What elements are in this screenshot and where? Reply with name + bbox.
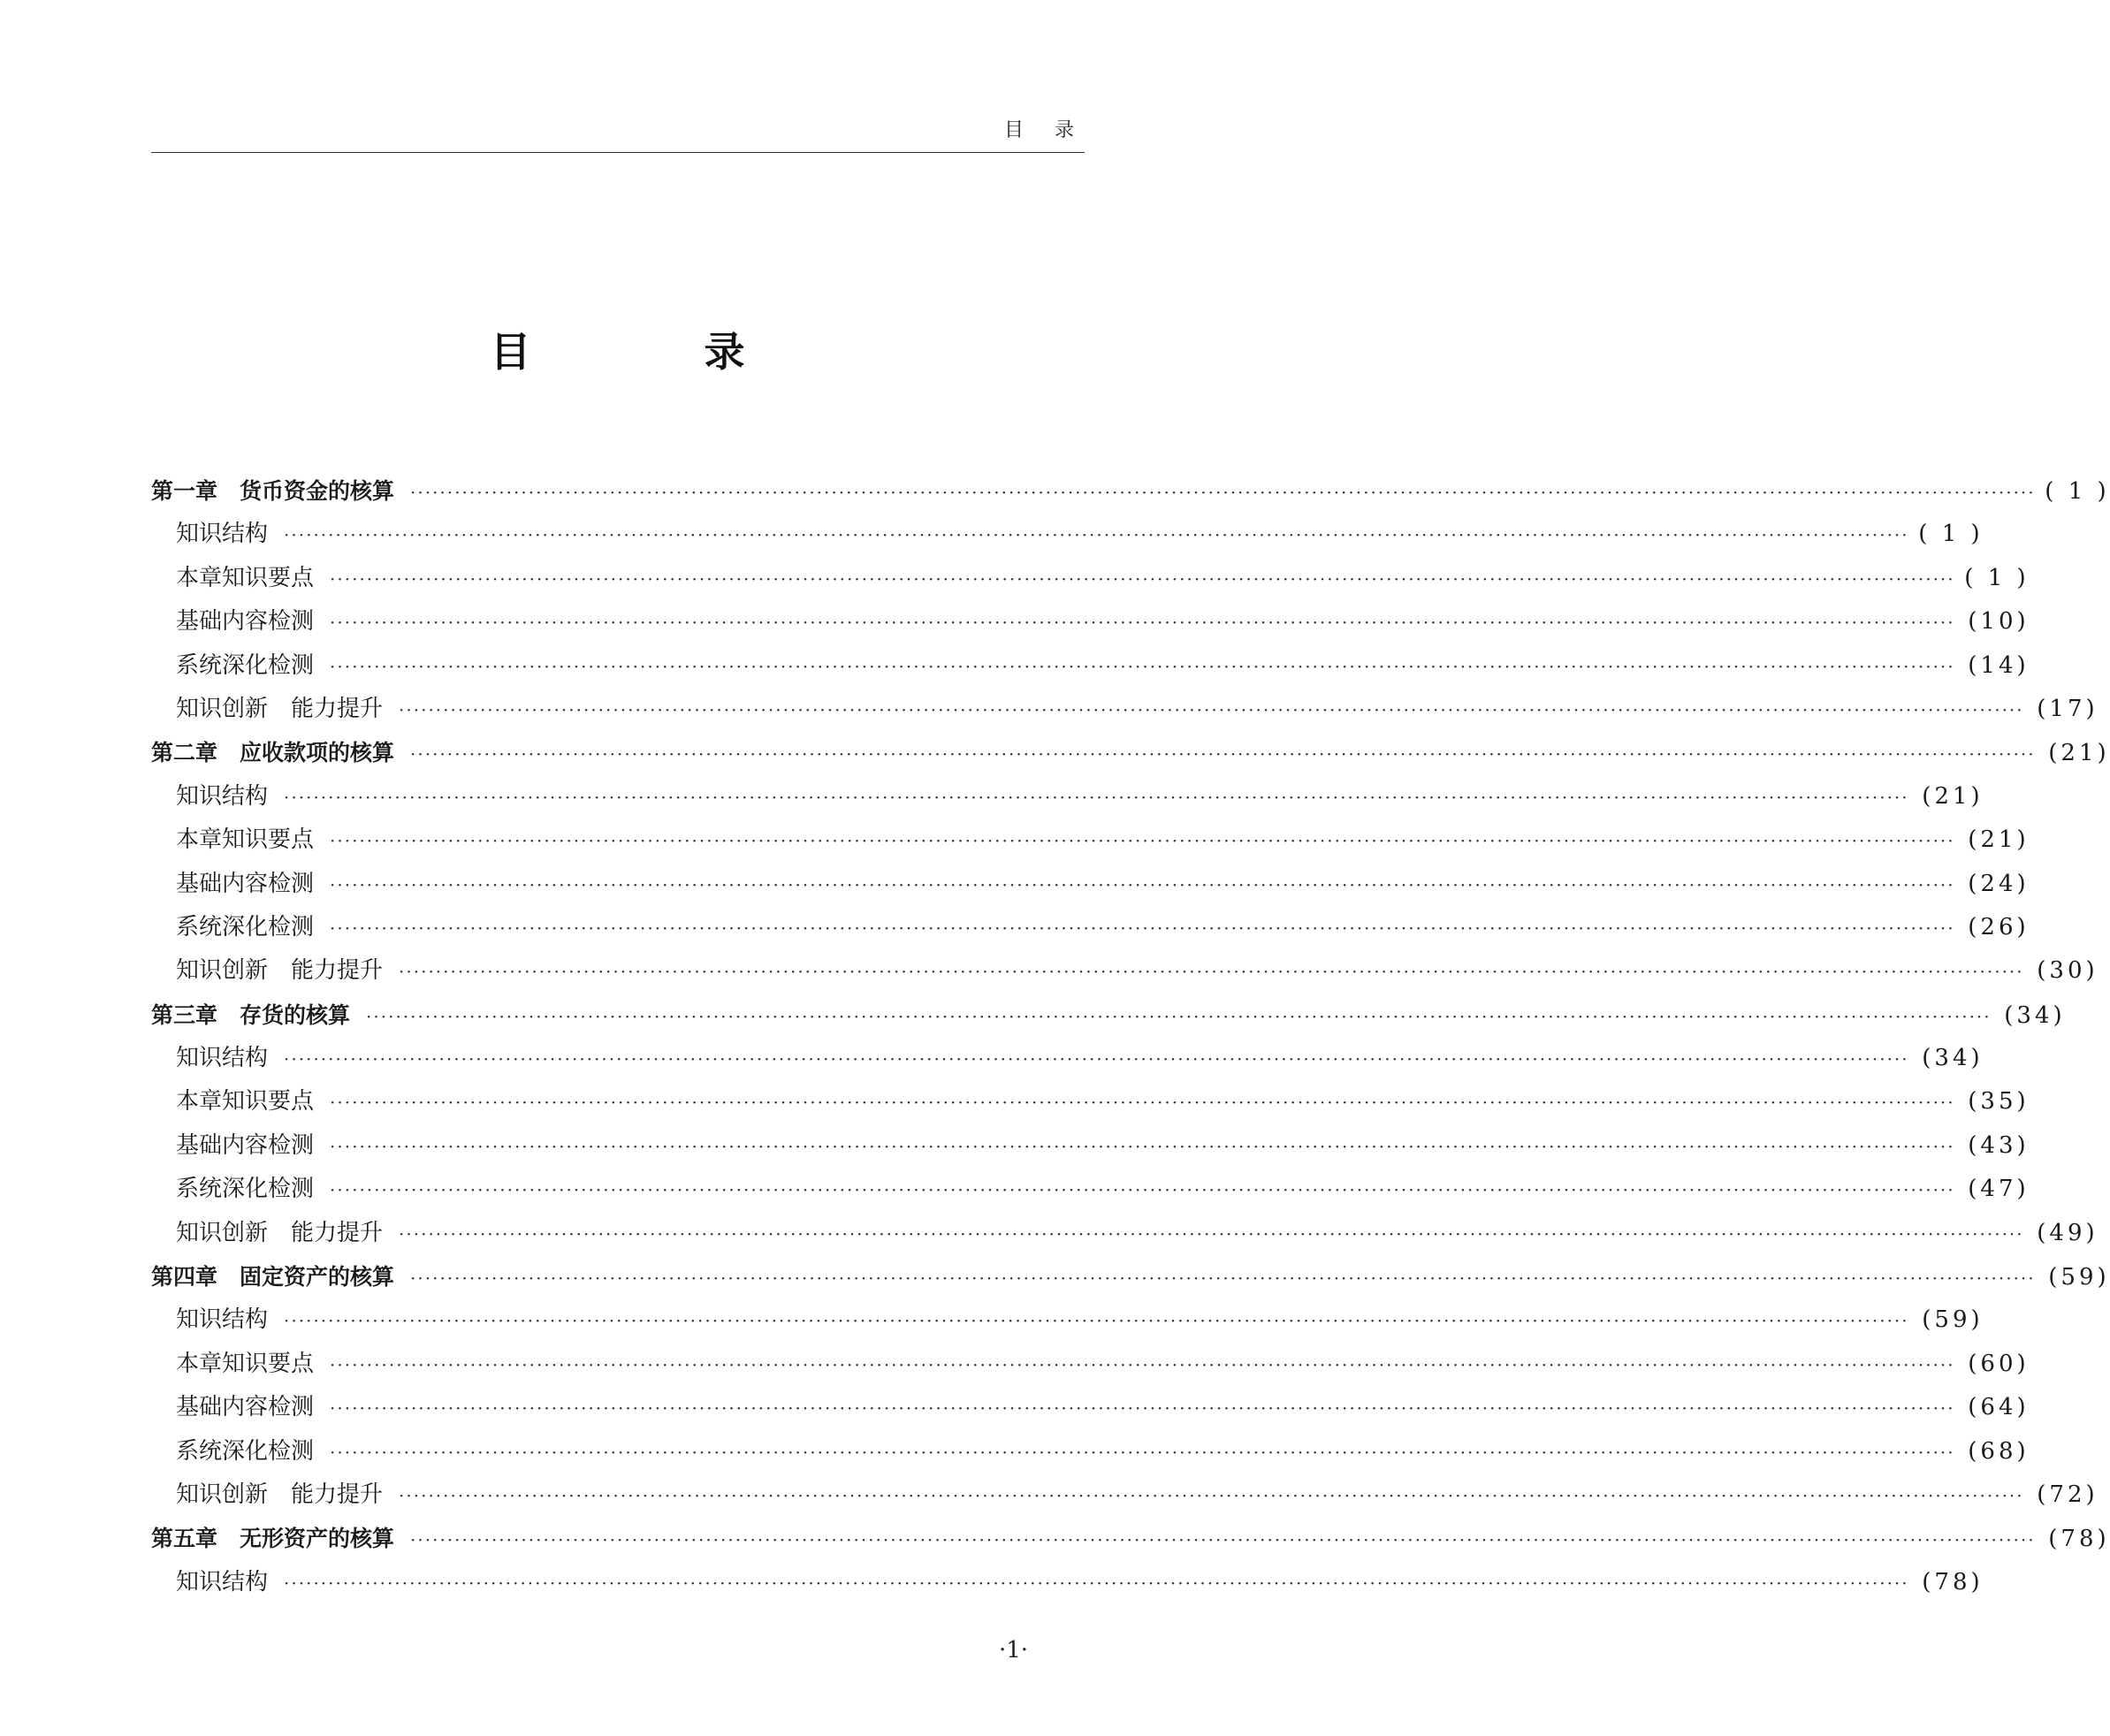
page-number-value: 10 bbox=[1980, 608, 2017, 636]
page-number-value: 34 bbox=[2016, 1001, 2053, 1029]
toc-entry-page bbox=[1962, 1386, 2030, 1429]
toc-entry-page bbox=[2031, 1473, 2099, 1517]
toc-entry-page bbox=[1916, 1561, 1984, 1604]
toc-entry-page bbox=[1962, 906, 2030, 949]
toc-entry-title: 第五章 无形资产的核算 bbox=[151, 1526, 395, 1552]
page-paren-close: ) bbox=[2016, 651, 2030, 679]
page-number-value: 17 bbox=[2049, 695, 2086, 722]
toc-section-entry[interactable] bbox=[151, 688, 2099, 731]
page-paren-open: ( bbox=[2045, 478, 2068, 505]
toc-entry-title: 系统深化检测 bbox=[176, 1437, 315, 1465]
page-number-value: 35 bbox=[1980, 1088, 2017, 1115]
dot-leader: ···························································································································································································································· bbox=[284, 1572, 1909, 1594]
page-paren-open: ( bbox=[2048, 1264, 2061, 1291]
toc-entry-page bbox=[2031, 949, 2099, 993]
dot-leader: ···························································································································································································································· bbox=[330, 1441, 1955, 1463]
page-paren-open: ( bbox=[2048, 1526, 2061, 1553]
toc-entry-page bbox=[1962, 644, 2030, 688]
page-number-value: 21 bbox=[1980, 826, 2017, 854]
toc-entry-title: 基础内容检测 bbox=[176, 1131, 315, 1159]
toc-entry-title: 基础内容检测 bbox=[176, 1394, 315, 1421]
page-paren-close: ) bbox=[1970, 1306, 1984, 1334]
toc-section-entry[interactable] bbox=[151, 1037, 1984, 1080]
dot-leader: ···························································································································································································································· bbox=[410, 1268, 2036, 1290]
toc-entry-title: 本章知识要点 bbox=[176, 1350, 315, 1377]
dot-leader: ···························································································································································································································· bbox=[330, 1135, 1955, 1157]
dot-leader: ···························································································································································································································· bbox=[330, 567, 1955, 590]
dot-leader: ···························································································································································································································· bbox=[284, 524, 1909, 546]
toc-entry-title: 本章知识要点 bbox=[176, 1088, 315, 1115]
toc-entry-page bbox=[2043, 470, 2110, 514]
dot-leader: ···························································································································································································································· bbox=[410, 1529, 2036, 1551]
toc-entry-page bbox=[1962, 1168, 2030, 1211]
toc-entry-title: 知识结构 bbox=[176, 1568, 269, 1595]
dot-leader: ···························································································································································································································· bbox=[330, 1353, 1955, 1375]
page-paren-open: ( bbox=[2048, 740, 2061, 767]
toc-entry-page bbox=[1962, 1343, 2030, 1386]
toc-section-entry[interactable] bbox=[151, 1124, 2030, 1168]
toc-section-entry[interactable] bbox=[151, 863, 2030, 906]
dot-leader: ···························································································································································································································· bbox=[330, 612, 1955, 634]
toc-entry-page bbox=[1999, 994, 2066, 1038]
toc-section-entry[interactable] bbox=[151, 1473, 2099, 1517]
toc-section-entry[interactable] bbox=[151, 600, 2030, 643]
page-paren-close: ) bbox=[1960, 521, 1984, 548]
page-number-value: 59 bbox=[2060, 1264, 2098, 1291]
toc-entry-title: 系统深化检测 bbox=[176, 651, 315, 679]
dot-leader: ···························································································································································································································· bbox=[330, 830, 1955, 852]
toc-entry-title: 第三章 存货的核算 bbox=[151, 1001, 351, 1028]
toc-entry-title: 基础内容检测 bbox=[176, 870, 315, 897]
toc-entry-title: 本章知识要点 bbox=[176, 564, 315, 591]
toc-section-entry[interactable] bbox=[151, 644, 2030, 688]
page-paren-close: ) bbox=[1970, 1568, 1984, 1595]
toc-entry-page bbox=[1962, 1080, 2030, 1123]
page-paren-open: ( bbox=[1964, 564, 1988, 591]
toc-entry-title: 知识创新 能力提升 bbox=[176, 957, 384, 985]
page-number-value: 59 bbox=[1934, 1306, 1971, 1334]
toc-entry-title: 系统深化检测 bbox=[176, 913, 315, 940]
page-number-value: 24 bbox=[1980, 870, 2017, 897]
toc-section-entry[interactable] bbox=[151, 1168, 2030, 1211]
toc-entry-page bbox=[2043, 732, 2110, 775]
page-paren-close: ) bbox=[2006, 564, 2030, 591]
toc-chapter-entry[interactable] bbox=[151, 1255, 2110, 1298]
toc-section-entry[interactable] bbox=[151, 1561, 1984, 1604]
dot-leader: ···························································································································································································································· bbox=[366, 1005, 1992, 1027]
page-number-value: 72 bbox=[2049, 1481, 2086, 1508]
page-paren-open: ( bbox=[1968, 1394, 1981, 1421]
page-number-value: 30 bbox=[2049, 957, 2086, 985]
toc-entry-title: 第四章 固定资产的核算 bbox=[151, 1264, 395, 1291]
toc-section-entry[interactable] bbox=[151, 819, 2030, 862]
page-paren-open: ( bbox=[1968, 1088, 1981, 1115]
page-number-value: 21 bbox=[1934, 782, 1971, 810]
page-paren-close: ) bbox=[2085, 1219, 2099, 1246]
toc-entry-title: 知识结构 bbox=[176, 521, 269, 548]
page-paren-open: ( bbox=[1968, 1176, 1981, 1203]
page-paren-open: ( bbox=[1968, 913, 1981, 940]
page-number-value: 78 bbox=[1934, 1568, 1971, 1595]
dot-leader: ···························································································································································································································· bbox=[330, 873, 1955, 895]
toc-entry-page bbox=[2031, 1212, 2099, 1255]
toc-entry-page bbox=[1962, 557, 2030, 600]
dot-leader: ···························································································································································································································· bbox=[330, 655, 1955, 677]
page-paren-open: ( bbox=[2037, 1481, 2050, 1508]
page-paren-close: ) bbox=[2016, 1350, 2030, 1377]
page-paren-close: ) bbox=[2016, 1131, 2030, 1159]
toc-entry-page bbox=[1962, 1124, 2030, 1168]
toc-section-entry[interactable] bbox=[151, 949, 2099, 993]
page-number-value: 1 bbox=[1941, 521, 1961, 548]
page-paren-open: ( bbox=[2004, 1001, 2017, 1029]
page-paren-close: ) bbox=[2097, 740, 2110, 767]
toc-entry-title: 第一章 货币资金的核算 bbox=[151, 478, 395, 504]
toc-section-entry[interactable] bbox=[151, 1343, 2030, 1386]
toc-entry-page bbox=[2043, 1518, 2110, 1561]
page-paren-open: ( bbox=[1968, 1131, 1981, 1159]
page-number-value: 34 bbox=[1934, 1045, 1971, 1072]
dot-leader: ···························································································································································································································· bbox=[284, 1310, 1909, 1332]
toc-entry-title: 知识创新 能力提升 bbox=[176, 695, 384, 722]
page-paren-open: ( bbox=[1968, 651, 1981, 679]
toc-chapter-entry[interactable] bbox=[151, 731, 2110, 774]
page-number-value: 49 bbox=[2049, 1219, 2086, 1246]
toc-entry-title: 第二章 应收款项的核算 bbox=[151, 740, 395, 766]
page-number-value: 47 bbox=[1980, 1176, 2017, 1203]
page-paren-open: ( bbox=[1968, 870, 1981, 897]
page-number-value: 60 bbox=[1980, 1350, 2017, 1377]
page-paren-open: ( bbox=[2037, 695, 2050, 722]
page-paren-open: ( bbox=[1922, 1568, 1935, 1595]
page-paren-open: ( bbox=[2037, 957, 2050, 985]
dot-leader: ···························································································································································································································· bbox=[330, 1092, 1955, 1114]
toc-section-entry[interactable] bbox=[151, 1298, 1984, 1342]
page-paren-close: ) bbox=[2016, 1394, 2030, 1421]
page-paren-open: ( bbox=[1922, 1306, 1935, 1334]
toc-entry-page bbox=[1916, 1037, 1984, 1080]
page-paren-close: ) bbox=[2016, 1088, 2030, 1115]
page-paren-close: ) bbox=[2097, 1526, 2110, 1553]
page-number-value: 1 bbox=[2068, 478, 2087, 505]
dot-leader: ···························································································································································································································· bbox=[410, 482, 2036, 503]
dot-leader: ···························································································································································································································· bbox=[410, 743, 2036, 765]
toc-entry-title: 系统深化检测 bbox=[176, 1176, 315, 1203]
page-paren-open: ( bbox=[1922, 782, 1935, 810]
toc-section-entry[interactable] bbox=[151, 1080, 2030, 1123]
toc-section-entry[interactable] bbox=[151, 557, 2030, 600]
table-of-contents bbox=[151, 469, 2110, 1604]
dot-leader: ···························································································································································································································· bbox=[284, 786, 1909, 808]
running-head: 目 录 bbox=[1004, 119, 1086, 141]
toc-section-entry[interactable] bbox=[151, 1212, 2099, 1255]
toc-entry-page bbox=[2043, 1256, 2110, 1299]
page-number-value: 64 bbox=[1980, 1394, 2017, 1421]
page-number-value: 1 bbox=[1987, 564, 2007, 591]
toc-chapter-entry[interactable] bbox=[151, 1517, 2110, 1560]
toc-entry-page bbox=[1962, 600, 2030, 643]
page-paren-close: ) bbox=[2053, 1001, 2066, 1029]
page-paren-open: ( bbox=[1968, 608, 1981, 636]
header-rule bbox=[151, 152, 1085, 153]
page-paren-close: ) bbox=[2086, 478, 2110, 505]
toc-entry-page bbox=[1962, 863, 2030, 906]
toc-entry-page bbox=[2031, 688, 2099, 731]
toc-entry-title: 知识结构 bbox=[176, 1045, 269, 1072]
dot-leader: ···························································································································································································································· bbox=[330, 1179, 1955, 1201]
page-paren-close: ) bbox=[2016, 870, 2030, 897]
dot-leader: ···························································································································································································································· bbox=[399, 698, 2024, 720]
page-paren-close: ) bbox=[2016, 1176, 2030, 1203]
page-number-value: 26 bbox=[1980, 913, 2017, 940]
toc-entry-title: 基础内容检测 bbox=[176, 608, 315, 636]
page-paren-close: ) bbox=[2016, 913, 2030, 940]
page-number-value: 21 bbox=[2060, 740, 2098, 767]
page-title: 目 录 bbox=[490, 328, 825, 376]
toc-section-entry[interactable] bbox=[151, 513, 1984, 556]
dot-leader: ···························································································································································································································· bbox=[399, 961, 2024, 983]
page-paren-open: ( bbox=[2037, 1219, 2050, 1246]
page-number-value: 14 bbox=[1980, 651, 2017, 679]
toc-entry-page bbox=[1916, 775, 1984, 819]
toc-entry-title: 知识创新 能力提升 bbox=[176, 1219, 384, 1246]
toc-entry-page bbox=[1962, 1430, 2030, 1473]
page-paren-close: ) bbox=[2016, 1437, 2030, 1465]
toc-entry-title: 知识创新 能力提升 bbox=[176, 1481, 384, 1508]
toc-entry-title: 本章知识要点 bbox=[176, 826, 315, 854]
dot-leader: ···························································································································································································································· bbox=[330, 1397, 1955, 1420]
page-paren-close: ) bbox=[2085, 957, 2099, 985]
page-paren-open: ( bbox=[1968, 1437, 1981, 1465]
page-number-value: 78 bbox=[2060, 1526, 2098, 1553]
page-paren-open: ( bbox=[1922, 1045, 1935, 1072]
page-number: ·1· bbox=[999, 1637, 1029, 1664]
toc-section-entry[interactable] bbox=[151, 906, 2030, 949]
toc-entry-page bbox=[1916, 1298, 1984, 1342]
page-number-value: 68 bbox=[1980, 1437, 2017, 1465]
page-paren-close: ) bbox=[1970, 1045, 1984, 1072]
toc-chapter-entry[interactable] bbox=[151, 994, 2066, 1037]
toc-entry-title: 知识结构 bbox=[176, 782, 269, 810]
toc-section-entry[interactable] bbox=[151, 775, 1984, 819]
page-paren-open: ( bbox=[1918, 521, 1942, 548]
page-paren-close: ) bbox=[2016, 608, 2030, 636]
toc-section-entry[interactable] bbox=[151, 1386, 2030, 1429]
toc-chapter-entry[interactable] bbox=[151, 469, 2110, 513]
page-paren-close: ) bbox=[2016, 826, 2030, 854]
page-paren-open: ( bbox=[1968, 1350, 1981, 1377]
page-paren-open: ( bbox=[1968, 826, 1981, 854]
toc-entry-page bbox=[1916, 513, 1984, 556]
toc-entry-page bbox=[1962, 819, 2030, 862]
dot-leader: ···························································································································································································································· bbox=[330, 917, 1955, 939]
dot-leader: ···························································································································································································································· bbox=[399, 1222, 2024, 1245]
toc-entry-title: 知识结构 bbox=[176, 1306, 269, 1334]
page-number-value: 43 bbox=[1980, 1131, 2017, 1159]
page-paren-close: ) bbox=[2097, 1264, 2110, 1291]
toc-section-entry[interactable] bbox=[151, 1430, 2030, 1473]
dot-leader: ···························································································································································································································· bbox=[284, 1048, 1909, 1070]
dot-leader: ···························································································································································································································· bbox=[399, 1484, 2024, 1506]
page-paren-close: ) bbox=[1970, 782, 1984, 810]
page-paren-close: ) bbox=[2085, 695, 2099, 722]
page-paren-close: ) bbox=[2085, 1481, 2099, 1508]
